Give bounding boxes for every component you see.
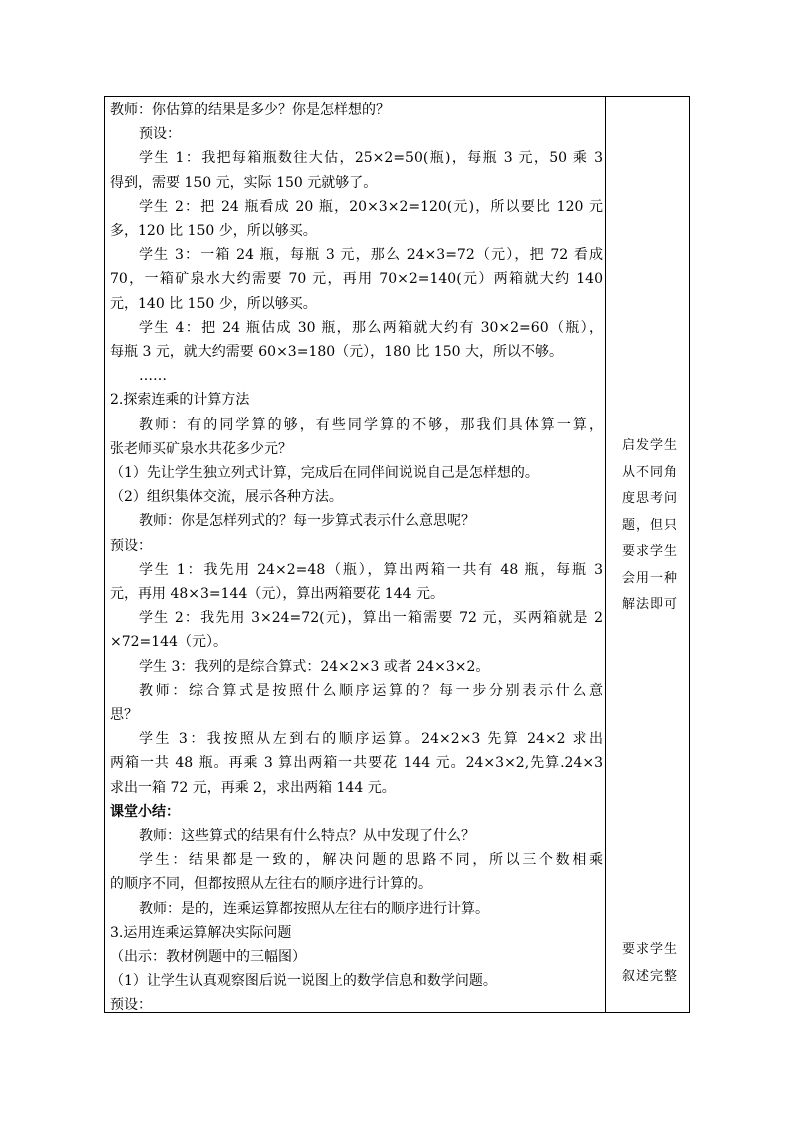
teaching-note-line: 度思考问 <box>621 491 678 506</box>
text-line: 学生 3：一箱 24 瓶，每瓶 3 元，那么 24×3=72（元），把 72 看成 <box>139 247 603 264</box>
text-line: （1）让学生认真观察图后说一说图上的数学信息和数学问题。 <box>110 973 497 990</box>
lesson-content-column <box>105 97 605 1012</box>
teaching-note-line: 会用一种 <box>621 570 678 586</box>
text-line: 教师：你是怎样列式的？每一步算式表示什么意思呢？ <box>139 513 475 530</box>
teaching-note-line: 题，但只 <box>621 517 678 533</box>
teaching-note-line: 解法即可 <box>621 597 678 612</box>
text-line: 的顺序不同，但都按照从左往右的顺序进行计算的。 <box>110 876 432 893</box>
text-line: （出示：教材例题中的三幅图） <box>110 949 306 965</box>
text-line: 教师：是的，连乘运算都按照从左往右的顺序进行计算。 <box>139 900 489 917</box>
lesson-table <box>104 96 690 1013</box>
text-line: 教师：有的同学算的够，有些同学算的不够，那我们具体算一算， <box>139 416 603 433</box>
text-line: 学生 3：我按照从左到右的顺序运算。24×2×3 先算 24×2 求出 <box>139 731 603 748</box>
text-line: 学生 3：我列的是综合算式：24×2×3 或者 24×3×2。 <box>139 658 490 675</box>
text-line: …… <box>139 368 167 385</box>
text-line: 元，140 比 150 少，所以够买。 <box>110 295 317 312</box>
text-line: 70，一箱矿泉水大约需要 70 元，再用 70×2=140(元）两箱就大约 140 <box>110 271 603 288</box>
text-line: 预设： <box>110 997 152 1012</box>
text-line: 思？ <box>110 707 138 723</box>
text-line: 3.运用连乘运算解决实际问题 <box>110 924 292 941</box>
teaching-note-line: 要求学生 <box>621 544 678 559</box>
text-line: ×72=144（元）。 <box>110 634 227 651</box>
text-line: 预设： <box>139 126 181 143</box>
text-line: 学生 4：把 24 瓶估成 30 瓶，那么两箱就大约有 30×2=60（瓶）， <box>139 319 603 336</box>
teaching-note-line: 启发学生 <box>621 438 678 453</box>
text-line: （2）组织集体交流，展示各种方法。 <box>110 489 343 506</box>
text-line: 学生 1：我先用 24×2=48（瓶），算出两箱一共有 48 瓶，每瓶 3 <box>139 561 603 578</box>
text-line: 元，再用 48×3=144（元），算出两箱要花 144 元。 <box>110 586 444 602</box>
text-line: 学生：结果都是一致的，解决问题的思路不同，所以三个数相乘 <box>139 852 603 869</box>
teaching-note-line: 叙述完整 <box>621 968 678 984</box>
text-line: 求出一箱 72 元，再乘 2，求出两箱 144 元。 <box>110 779 396 796</box>
section-heading: 课堂小结： <box>110 803 180 820</box>
teaching-note-line: 从不同角 <box>621 464 678 480</box>
teaching-notes-column <box>606 97 690 1012</box>
text-line: 教师：你估算的结果是多少？你是怎样想的？ <box>110 102 390 118</box>
text-line: 学生 1：我把每箱瓶数往大估，25×2=50(瓶)，每瓶 3 元，50 乘 3 <box>139 150 603 167</box>
text-line: 得到，需要 150 元，实际 150 元就够了。 <box>110 174 378 191</box>
text-line: 预设： <box>110 537 152 554</box>
text-line: 学生 2：我先用 3×24=72(元)，算出一箱需要 72 元，买两箱就是 2 <box>139 610 603 627</box>
text-line: （1）先让学生独立列式计算，完成后在同伴间说说自己是怎样想的。 <box>110 465 539 481</box>
text-line: 每瓶 3 元，就大约需要 60×3=180（元），180 比 150 大，所以不够。 <box>110 344 563 360</box>
teaching-note-line: 要求学生 <box>621 942 678 957</box>
text-line: 多，120 比 150 少，所以够买。 <box>110 223 317 239</box>
text-line: 2.探索连乘的计算方法 <box>110 392 250 409</box>
text-line: 张老师买矿泉水共花多少元？ <box>110 440 292 457</box>
text-line: 教师：这些算式的结果有什么特点？从中发现了什么？ <box>139 828 475 844</box>
text-line: 学生 2：把 24 瓶看成 20 瓶，20×3×2=120(元)，所以要比 120 元 <box>139 198 603 215</box>
text-line: 教师：综合算式是按照什么顺序运算的？每一步分别表示什么意 <box>139 682 603 699</box>
text-line: 两箱一共 48 瓶。再乘 3 算出两箱一共要花 144 元。24×3×2,先算.24×3 <box>110 755 603 772</box>
